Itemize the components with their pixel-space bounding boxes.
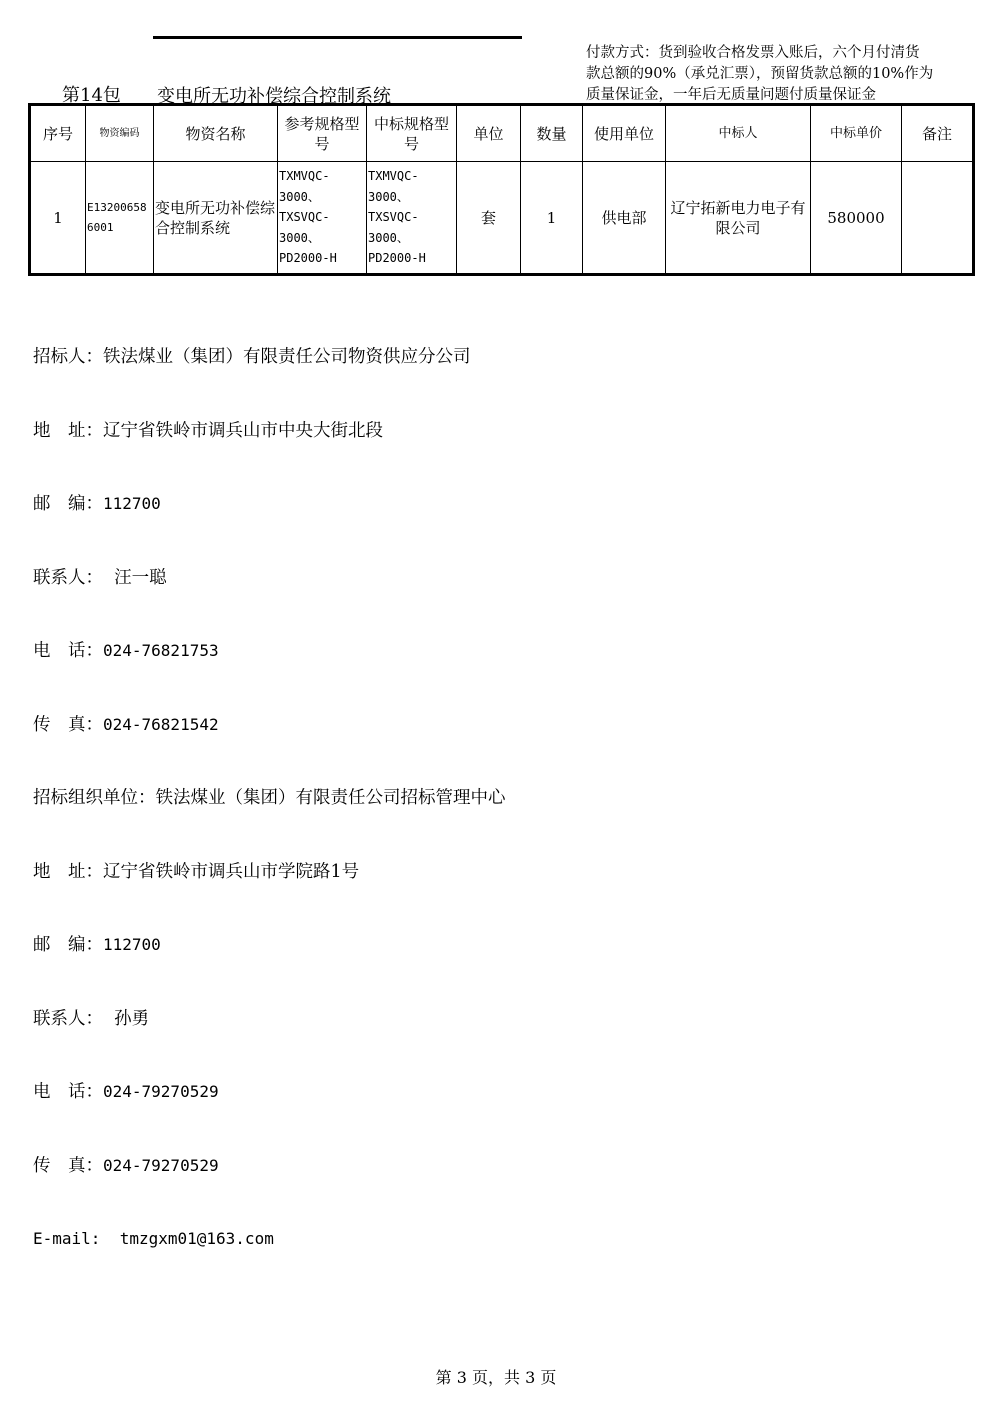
payment-terms-line: 付款方式：货到验收合格发票入账后，六个月付清货 [586, 45, 920, 61]
contact-line [33, 345, 506, 370]
cell-win-spec [367, 162, 457, 275]
col-header-ref-spec: 参考规格型号 [278, 105, 367, 162]
contact-label: 邮 编： [33, 935, 103, 955]
contact-line [33, 419, 506, 444]
contact-line [33, 1154, 506, 1179]
col-header-code: 物资编码 [86, 105, 154, 162]
spec-line: 3000、 [368, 189, 409, 204]
package-number: 第14包 [62, 85, 121, 106]
spec-line: PD2000-H [279, 251, 337, 266]
col-header-name: 物资名称 [154, 105, 278, 162]
table-row [30, 162, 974, 275]
bid-result-table [28, 103, 975, 276]
col-header-unit: 单位 [457, 105, 521, 162]
contact-label: 传 真： [33, 714, 103, 735]
spec-line: TXSVQC- [279, 210, 330, 225]
contact-value: 辽宁省铁岭市调兵山市中央大街北段 [103, 420, 383, 441]
contact-value: 024-79270529 [103, 1155, 219, 1175]
contact-value: 铁法煤业（集团）有限责任公司物资供应分公司 [103, 347, 471, 367]
package-name: 变电所无功补偿综合控制系统 [157, 86, 391, 107]
contact-line [33, 492, 506, 517]
contact-line [33, 1227, 506, 1252]
contact-value: 孙勇 [103, 1008, 150, 1029]
contact-line [33, 1007, 506, 1032]
table-header-row [30, 105, 974, 162]
contact-line [33, 786, 506, 811]
cell-ref-spec [278, 162, 367, 275]
contact-value: 112700 [103, 935, 161, 954]
cell-name: 变电所无功补偿综合控制系统 [154, 162, 278, 275]
contact-info [33, 296, 506, 1276]
header-rule [153, 36, 522, 39]
cell-qty: 1 [521, 162, 583, 275]
spec-line: 3000、 [368, 230, 409, 245]
contact-label: 传 真： [33, 1155, 103, 1176]
col-header-remark: 备注 [902, 105, 974, 162]
email-value: tmzgxm01@163.com [100, 1229, 274, 1248]
col-header-winner: 中标人 [666, 105, 811, 162]
cell-unit: 套 [457, 162, 521, 275]
contact-value: 汪一聪 [103, 567, 167, 588]
contact-label: 电 话： [33, 1082, 103, 1102]
payment-terms [586, 43, 978, 106]
contact-line [33, 1080, 506, 1105]
contact-line [33, 639, 506, 664]
contact-label: 招标人： [33, 347, 103, 367]
cell-code: E132006586001 [86, 162, 154, 275]
spec-line: TXSVQC- [368, 210, 419, 225]
contact-label: 地 址： [33, 420, 103, 441]
col-header-qty: 数量 [521, 105, 583, 162]
contact-line [33, 860, 506, 885]
col-header-seq: 序号 [30, 105, 86, 162]
contact-label: E-mail: [33, 1229, 101, 1248]
spec-line: TXMVQC- [279, 169, 330, 184]
contact-label: 邮 编： [33, 494, 103, 514]
contact-line [33, 566, 506, 591]
contact-label: 联系人： [33, 1008, 103, 1029]
contact-value: 铁法煤业（集团）有限责任公司招标管理中心 [155, 788, 506, 808]
contact-value: 024-76821542 [103, 714, 219, 734]
contact-value: 024-79270529 [103, 1082, 219, 1101]
contact-label: 电 话： [33, 641, 103, 661]
contact-value: 112700 [103, 494, 161, 513]
payment-terms-line: 款总额的90%（承兑汇票），预留货款总额的10%作为 [586, 66, 934, 82]
spec-line: 3000、 [279, 230, 320, 245]
contact-label: 联系人： [33, 567, 103, 588]
payment-terms-line: 质量保证金，一年后无质量问题付质量保证金 [586, 87, 876, 103]
contact-line [33, 933, 506, 958]
page-number: 第 3 页，共 3 页 [435, 1368, 557, 1387]
col-header-price: 中标单价 [811, 105, 902, 162]
contact-line [33, 713, 506, 738]
cell-price: 580000 [811, 162, 902, 275]
spec-line: PD2000-H [368, 251, 426, 266]
contact-value: 辽宁省铁岭市调兵山市学院路1号 [103, 861, 360, 882]
cell-seq: 1 [30, 162, 86, 275]
cell-winner: 辽宁拓新电力电子有限公司 [666, 162, 811, 275]
cell-user-dept: 供电部 [583, 162, 666, 275]
contact-value: 024-76821753 [103, 641, 219, 660]
spec-line: 3000、 [279, 189, 320, 204]
spec-line: TXMVQC- [368, 169, 419, 184]
cell-remark [902, 162, 974, 275]
contact-label: 招标组织单位： [33, 788, 156, 808]
col-header-win-spec: 中标规格型号 [367, 105, 457, 162]
contact-label: 地 址： [33, 861, 103, 882]
col-header-user-dept: 使用单位 [583, 105, 666, 162]
